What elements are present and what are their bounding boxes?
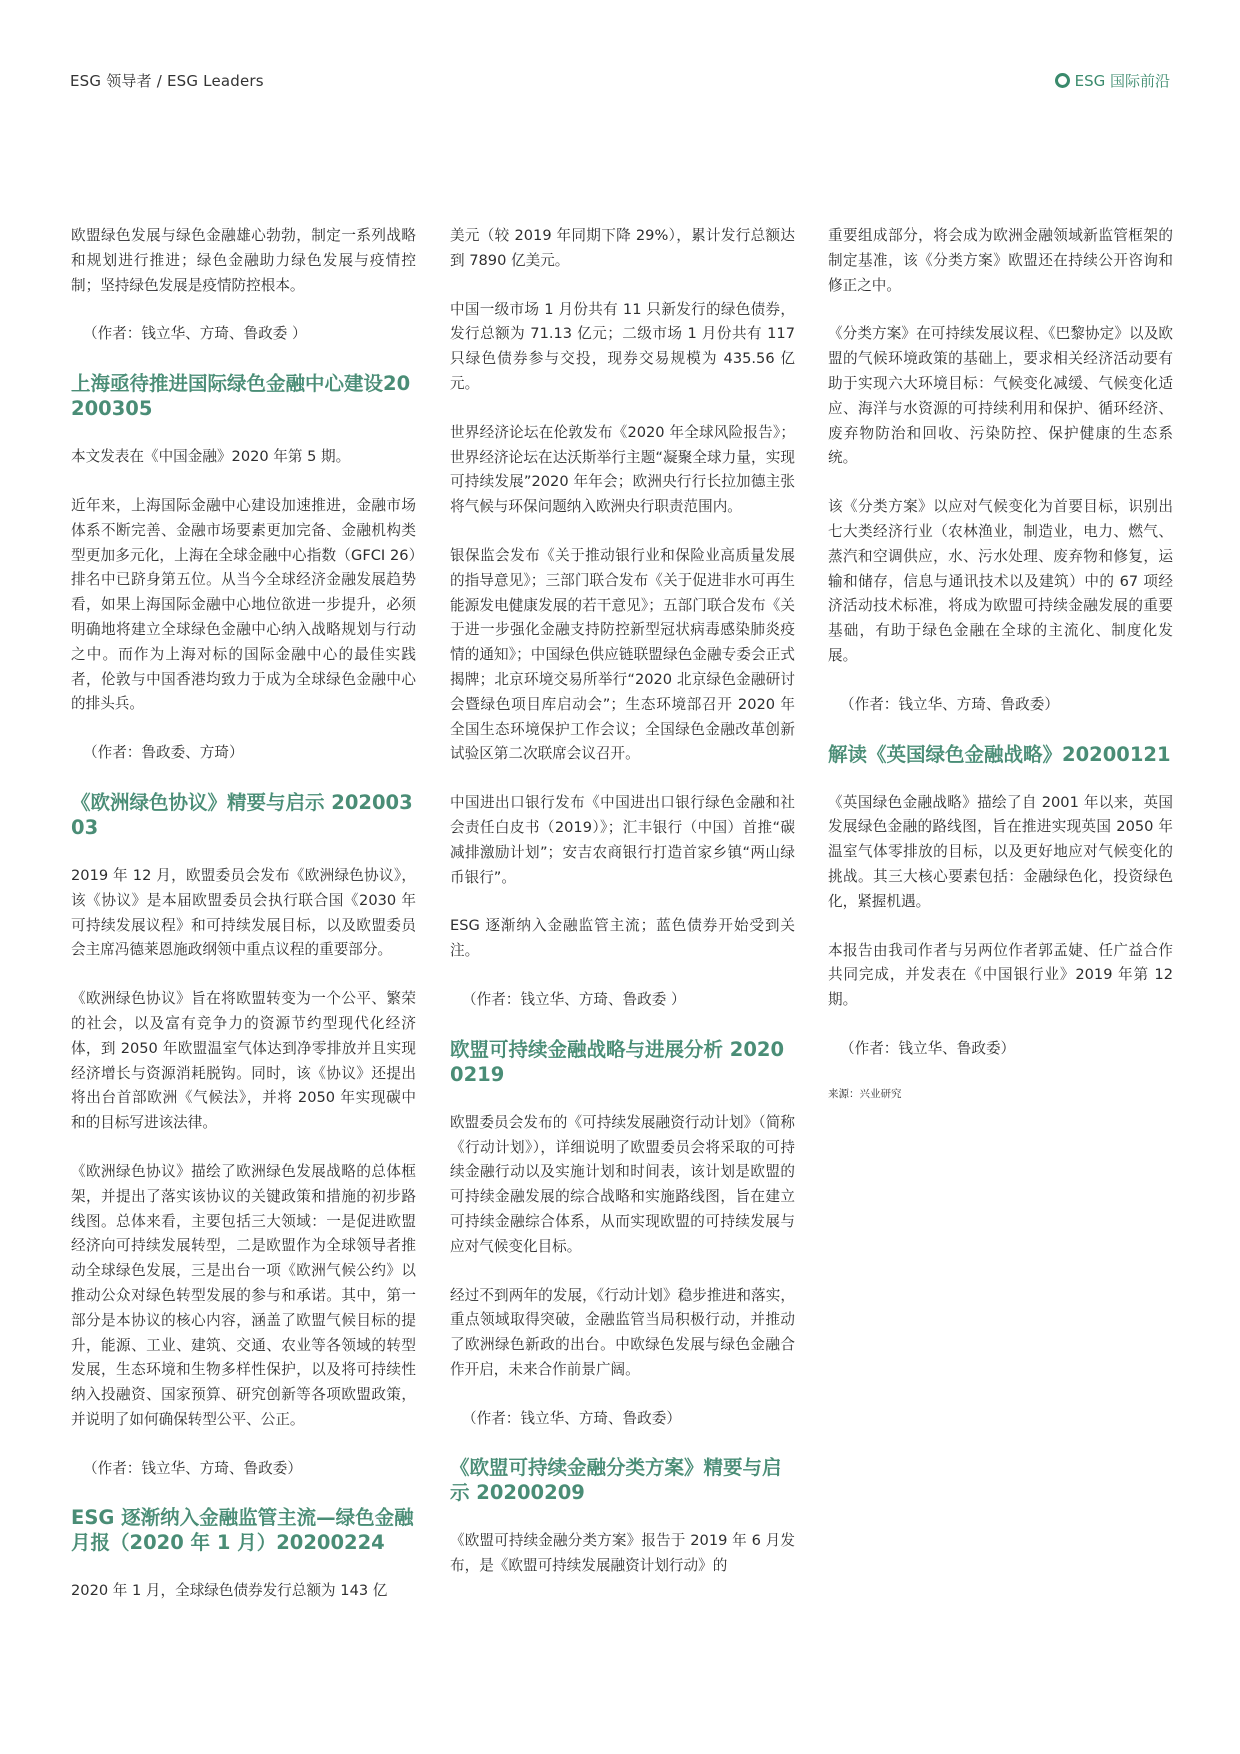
circle-icon [1055,73,1070,88]
paragraph: 中国进出口银行发布《中国进出口银行绿色金融和社会责任白皮书（2019）》；汇丰银行（中国）首推“碳减排激励计划”；安吉农商银行打造首家乡镇“两山绿币银行”。 [450,794,795,886]
paragraph: 欧盟绿色发展与绿色金融雄心勃勃，制定一系列战略和规划进行推进；绿色金融助力绿色发展与疫情控制；坚持绿色发展是疫情防控根本。 [71,227,416,294]
paragraph: 中国一级市场 1 月份共有 11 只新发行的绿色债券，发行总额为 71.13 亿元；二级市场 1 月份共有 117 只绿色债券参与交投，现券交易规模为 435.56 亿元。 [450,300,795,392]
paragraph: 《分类方案》在可持续发展议程、《巴黎协定》以及欧盟的气候环境政策的基础上，要求相关经济活动要有助于实现六大环境目标：气候变化减缓、气候变化适应、海洋与水资源的可持续利用和保护、循环经济、废弃物防治和回收、污染防控、保护健康的生态系统。 [828,325,1173,467]
author-line: （作者：钱立华、鲁政委） [840,1039,1016,1057]
paragraph: 美元（较 2019 年同期下降 29%），累计发行总额达到 7890 亿美元。 [450,227,795,269]
author-line: （作者：钱立华、方琦、鲁政委 ） [462,990,686,1008]
paragraph: 重要组成部分，将会成为欧洲金融领域新监管框架的制定基准，该《分类方案》欧盟还在持续公开咨询和修正之中。 [828,227,1173,294]
author-line: （作者：钱立华、方琦、鲁政委） [83,1459,302,1477]
paragraph: 《欧洲绿色协议》旨在将欧盟转变为一个公平、繁荣的社会，以及富有竞争力的资源节约型现代化经济体，到 2050 年欧盟温室气体达到净零排放并且实现经济增长与资源消耗脱钩。同时，该《协议》还提出将出台首部欧洲《气候法》，并将 2050 年实现碳中和的目标写进该法律。 [71,990,416,1132]
author-line: （作者：钱立华、方琦、鲁政委） [462,1409,681,1427]
source-note: 来源：兴业研究 [828,1087,902,1100]
paragraph: 银保监会发布《关于推动银行业和保险业高质量发展的指导意见》；三部门联合发布《关于促进非水可再生能源发电健康发展的若干意见》；五部门联合发布《关于进一步强化金融支持防控新型冠状病毒感染肺炎疫情的通知》；中国绿色供应链联盟绿色金融专委会正式揭牌；北京环境交易所举行“2020 北京绿色金融研讨会暨绿色项目库启动会”；生态环境部召开 2020 年全国生态环境保护工作会议；全国绿色金融改革创新试验区第二次联席会议召开。 [450,546,795,763]
paragraph: 《欧盟可持续金融分类方案》报告于 2019 年 6 月发布，是《欧盟可持续发展融资计划行动》的 [450,1532,795,1575]
column-1 [71,224,416,1628]
paragraph: 本报告由我司作者与另两位作者郭孟婕、任广益合作共同完成，并发表在《中国银行业》2019 年第 12 期。 [828,941,1173,1009]
paragraph: 世界经济论坛在伦敦发布《2020 年全球风险报告》；世界经济论坛在达沃斯举行主题“凝聚全球力量，实现可持续发展”2020 年年会；欧洲央行行长拉加德主张将气候与环保问题纳入欧洲央行职责范围内。 [450,423,795,516]
running-header-left: ESG 领导者 / ESG Leaders [70,72,264,90]
article-heading: 上海亟待推进国际绿色金融中心建设20200305 [71,372,411,421]
paragraph: 该《分类方案》以应对气候变化为首要目标，识别出七大类经济行业（农林渔业，制造业，电力、燃气、蒸汽和空调供应，水、污水处理、废弃物和修复，运输和储存，信息与通讯技术以及建筑）中的 67 项经济活动技术标准，将成为欧盟可持续金融发展的重要基础，有助于绿色金融在全球的主流化、制度化发展。 [828,498,1173,664]
paragraph: 近年来，上海国际金融中心建设加速推进，金融市场体系不断完善、金融市场要素更加完备、金融机构类型更加多元化，上海在全球金融中心指数（GFCI 26）排名中已跻身第五位。从当今全球经济金融发展趋势看，如果上海国际金融中心地位欲进一步提升，必须明确地将建立全球绿色金融中心纳入战略规划与行动之中。而作为上海对标的国际金融中心的最佳实践者，伦敦与中国香港均致力于成为全球绿色金融中心的排头兵。 [71,496,416,713]
paragraph: 2019 年 12 月，欧盟委员会发布《欧洲绿色协议》，该《协议》是本届欧盟委员会执行联合国《2030 年可持续发展议程》和可持续发展目标，以及欧盟委员会主席冯德莱恩施政纲领中重点议程的重要部分。 [71,866,416,959]
running-header-right [1055,70,1170,91]
section-label: ESG 国际前沿 [1074,72,1170,90]
paragraph: 《欧洲绿色协议》描绘了欧洲绿色发展战略的总体框架，并提出了落实该协议的关键政策和措施的初步路线图。总体来看，主要包括三大领域：一是促进欧盟经济向可持续发展转型，二是欧盟作为全球领导者推动全球绿色发展，三是出台一项《欧洲气候公约》以推动公众对绿色转型发展的参与和承诺。其中，第一部分是本协议的核心内容，涵盖了欧盟气候目标的提升，能源、工业、建筑、交通、农业等各领域的转型发展，生态环境和生物多样性保护，以及将可持续性纳入投融资、国家预算、研究创新等各项欧盟政策，并说明了如何确保转型公平、公正。 [71,1162,416,1428]
article-heading: 欧盟可持续金融战略与进展分析 20200219 [450,1037,785,1086]
author-line: （作者：钱立华、方琦、鲁政委 ） [83,325,307,343]
article-heading: 《欧盟可持续金融分类方案》精要与启示 20200209 [450,1456,782,1505]
paragraph: 欧盟委员会发布的《可持续发展融资行动计划》（简称《行动计划》），详细说明了欧盟委员会将采取的可持续金融行动以及实施计划和时间表，该计划是欧盟的可持续金融发展的综合战略和实施路线图，旨在建立可持续金融综合体系，从而实现欧盟的可持续发展与应对气候变化目标。 [450,1113,795,1255]
column-2 [450,224,795,1603]
paragraph: 经过不到两年的发展，《行动计划》稳步推进和落实，重点领域取得突破，金融监管当局积极行动，并推动了欧洲绿色新政的出台。中欧绿色发展与绿色金融合作开启，未来合作前景广阔。 [450,1286,795,1378]
paragraph: ESG 逐渐纳入金融监管主流；蓝色债券开始受到关注。 [450,917,795,960]
author-line: （作者：鲁政委、方琦） [83,744,244,762]
paragraph: 本文发表在《中国金融》2020 年第 5 期。 [71,448,351,466]
paragraph: 2020 年 1 月，全球绿色债券发行总额为 143 亿 [71,1582,388,1600]
article-heading: 《欧洲绿色协议》精要与启示 20200303 [71,790,413,839]
column-3 [828,224,1173,1101]
paragraph: 《英国绿色金融战略》描绘了自 2001 年以来，英国发展绿色金融的路线图，旨在推进实现英国 2050 年温室气体零排放的目标，以及更好地应对气候变化的挑战。其三大核心要素包括：金融绿色化，投资绿色化，紧握机遇。 [828,793,1173,910]
article-heading: 解读《英国绿色金融战略》20200121 [828,742,1171,766]
article-heading: ESG 逐渐纳入金融监管主流—绿色金融月报（2020 年 1 月）20200224 [71,1506,414,1555]
author-line: （作者：钱立华、方琦、鲁政委） [840,695,1059,713]
